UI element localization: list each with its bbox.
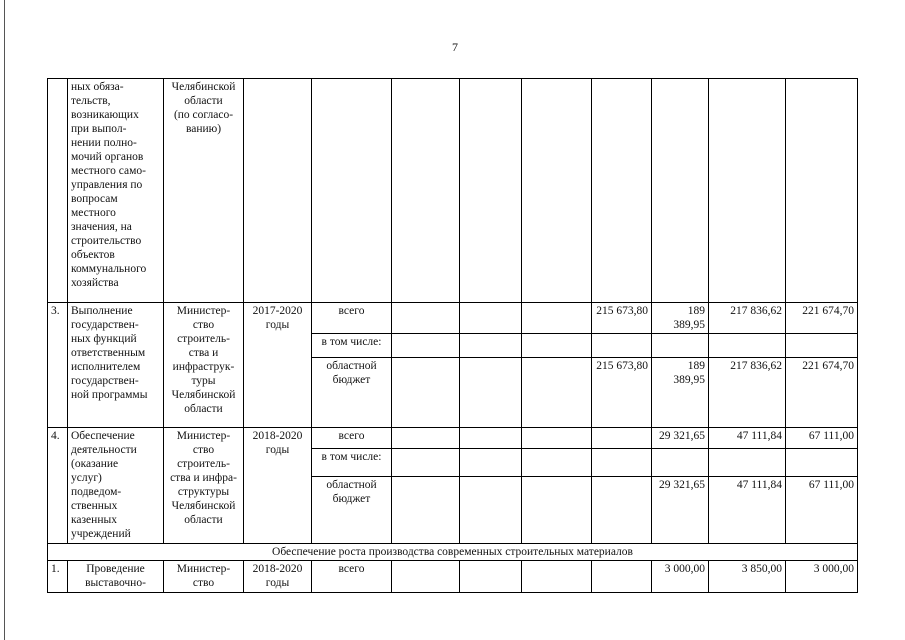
source-label: в том числе: bbox=[312, 449, 392, 477]
empty-cell bbox=[460, 334, 522, 358]
amount-cell bbox=[592, 561, 652, 593]
source-label: всего bbox=[312, 303, 392, 334]
section-heading: Обеспечение роста производства современных строительных материалов bbox=[48, 544, 858, 561]
amount-cell: 3 000,00 bbox=[652, 561, 709, 593]
empty-cell bbox=[522, 334, 592, 358]
empty-cell bbox=[392, 79, 460, 303]
amount-cell bbox=[592, 334, 652, 358]
table-row bbox=[48, 561, 858, 593]
activity-name: Выполнение государствен- ных функций ответственным исполнителем государствен- ной программы bbox=[68, 303, 164, 428]
source-label: всего bbox=[312, 561, 392, 593]
amount-cell: 221 674,70 bbox=[786, 303, 858, 334]
empty-cell bbox=[522, 477, 592, 544]
row-number bbox=[48, 79, 68, 303]
period: 2018-2020 годы bbox=[244, 561, 312, 593]
empty-cell bbox=[709, 79, 786, 303]
period: 2017-2020 годы bbox=[244, 303, 312, 428]
activity-name: Проведение выставочно- bbox=[68, 561, 164, 593]
amount-cell: 3 850,00 bbox=[709, 561, 786, 593]
empty-cell bbox=[522, 358, 592, 428]
row-number: 1. bbox=[48, 561, 68, 593]
empty-cell bbox=[522, 561, 592, 593]
amount-cell: 215 673,80 bbox=[592, 358, 652, 428]
empty-cell bbox=[522, 79, 592, 303]
scan-edge-line bbox=[4, 0, 5, 640]
empty-cell bbox=[522, 303, 592, 334]
source-label: областной бюджет bbox=[312, 358, 392, 428]
empty-cell bbox=[460, 358, 522, 428]
amount-cell: 189 389,95 bbox=[652, 303, 709, 334]
empty-cell bbox=[522, 449, 592, 477]
empty-cell bbox=[460, 449, 522, 477]
program-table bbox=[47, 78, 858, 593]
amount-cell: 67 111,00 bbox=[786, 428, 858, 449]
empty-cell bbox=[460, 428, 522, 449]
activity-name: ных обяза- тельств, возникающих при выпол- нении полно- мочий органов местного само- управления по вопросам местного значения, на строительство объектов коммунального хозяйства bbox=[68, 79, 164, 303]
amount-cell bbox=[786, 334, 858, 358]
empty-cell bbox=[460, 477, 522, 544]
row-number: 4. bbox=[48, 428, 68, 544]
executor: Челябинской области (по согласо- ванию) bbox=[164, 79, 244, 303]
empty-cell bbox=[460, 79, 522, 303]
amount-cell bbox=[786, 449, 858, 477]
executor: Министер- ство строитель- ства и инфра- структуры Челябинской области bbox=[164, 428, 244, 544]
executor: Министер- ство bbox=[164, 561, 244, 593]
executor: Министер- ство строитель- ства и инфраструк- туры Челябинской области bbox=[164, 303, 244, 428]
empty-cell bbox=[392, 561, 460, 593]
amount-cell: 67 111,00 bbox=[786, 477, 858, 544]
amount-cell bbox=[592, 477, 652, 544]
amount-cell bbox=[652, 449, 709, 477]
row-number: 3. bbox=[48, 303, 68, 428]
empty-cell bbox=[786, 79, 858, 303]
amount-cell bbox=[709, 334, 786, 358]
amount-cell bbox=[652, 334, 709, 358]
empty-cell bbox=[392, 303, 460, 334]
amount-cell bbox=[592, 428, 652, 449]
period bbox=[244, 79, 312, 303]
source-label: областной бюджет bbox=[312, 477, 392, 544]
page-number: 7 bbox=[452, 40, 458, 54]
amount-cell: 221 674,70 bbox=[786, 358, 858, 428]
table-row bbox=[48, 79, 858, 303]
empty-cell bbox=[592, 79, 652, 303]
empty-cell bbox=[392, 477, 460, 544]
amount-cell: 217 836,62 bbox=[709, 358, 786, 428]
amount-cell bbox=[709, 449, 786, 477]
table-row bbox=[48, 544, 858, 561]
amount-cell: 215 673,80 bbox=[592, 303, 652, 334]
amount-cell: 3 000,00 bbox=[786, 561, 858, 593]
empty-cell bbox=[392, 334, 460, 358]
source-label: в том числе: bbox=[312, 334, 392, 358]
amount-cell: 29 321,65 bbox=[652, 477, 709, 544]
amount-cell bbox=[592, 449, 652, 477]
source-label bbox=[312, 79, 392, 303]
empty-cell bbox=[460, 561, 522, 593]
source-label: всего bbox=[312, 428, 392, 449]
table-row bbox=[48, 428, 858, 449]
empty-cell bbox=[460, 303, 522, 334]
table-row bbox=[48, 303, 858, 334]
period: 2018-2020 годы bbox=[244, 428, 312, 544]
empty-cell bbox=[392, 358, 460, 428]
amount-cell: 217 836,62 bbox=[709, 303, 786, 334]
amount-cell: 29 321,65 bbox=[652, 428, 709, 449]
activity-name: Обеспечение деятельности (оказание услуг) подведом- ственных казенных учреждений bbox=[68, 428, 164, 544]
amount-cell: 47 111,84 bbox=[709, 477, 786, 544]
empty-cell bbox=[392, 428, 460, 449]
empty-cell bbox=[652, 79, 709, 303]
empty-cell bbox=[522, 428, 592, 449]
amount-cell: 189 389,95 bbox=[652, 358, 709, 428]
amount-cell: 47 111,84 bbox=[709, 428, 786, 449]
empty-cell bbox=[392, 449, 460, 477]
